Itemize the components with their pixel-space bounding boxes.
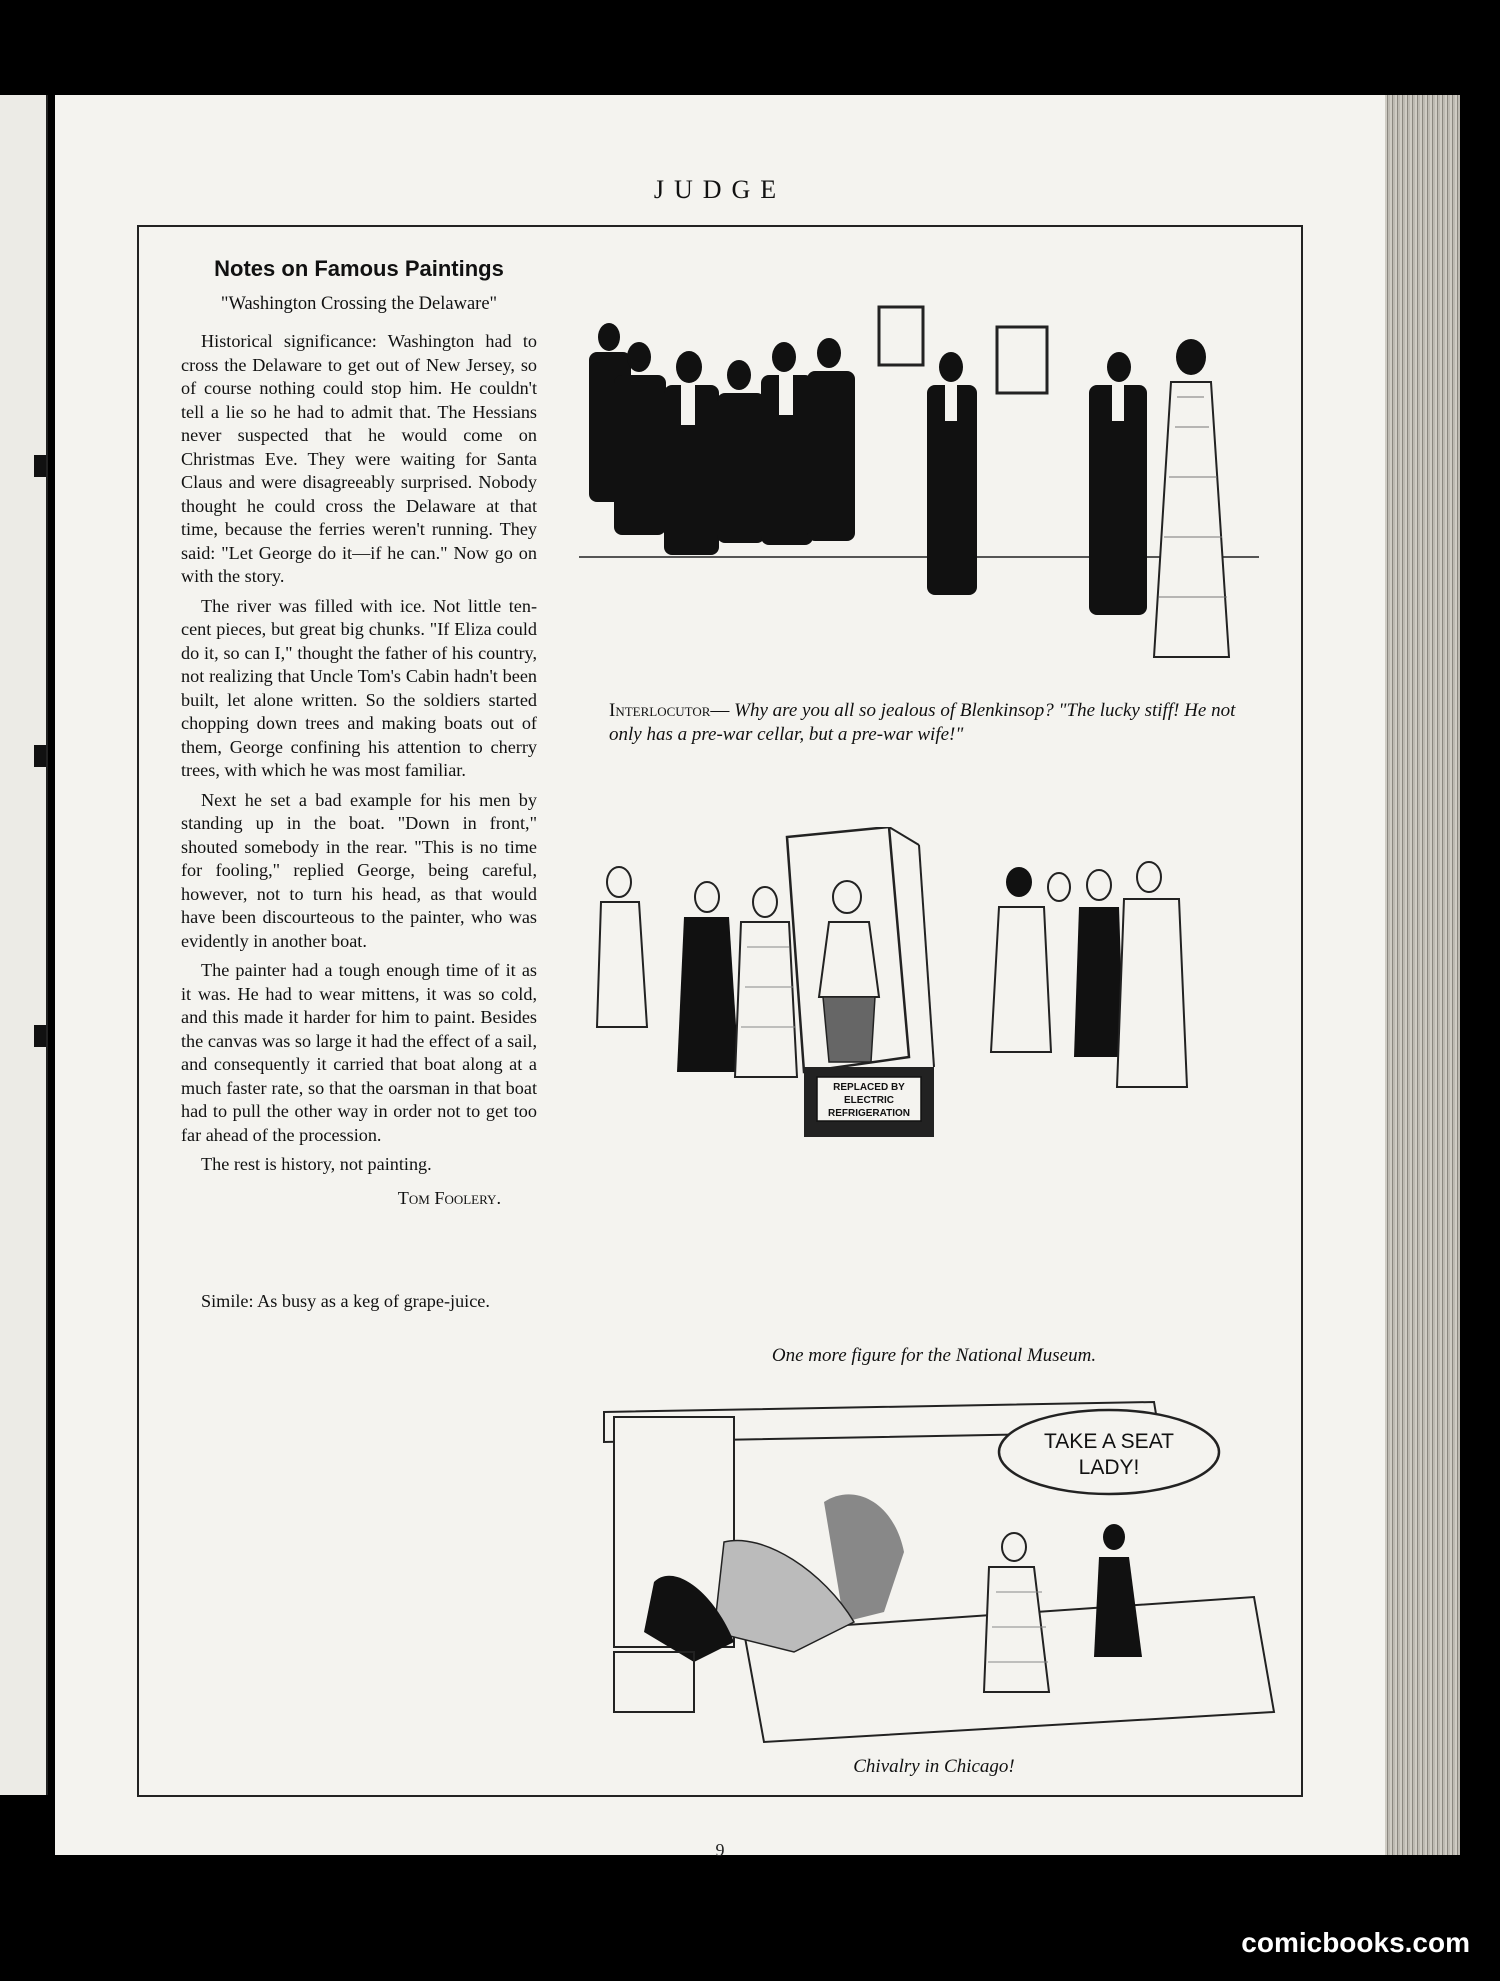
article-paragraph: The rest is history, not painting. (201, 1154, 432, 1174)
cartoon-gallery-illustration (579, 257, 1259, 687)
magazine-page (55, 95, 1385, 1860)
caption-museum: One more figure for the National Museum. (771, 1345, 1097, 1366)
article-title: Notes on Famous Paintings (214, 256, 504, 281)
article-paragraph: The river was filled with ice. Not little ten-cent pieces, but great big chunks. "If Eliza could do it, so can I," thought the father of his country, not realizing that Uncle Tom's Cabin hadn't been built, let alone written. So the soldiers started chopping down trees and making boats out of them, George confining his attention to cherry trees, with which he was most familiar. (181, 595, 537, 780)
cartoon-streetcar-illustration (594, 1392, 1284, 1747)
caption-gallery-speaker: Interlocutor— (609, 700, 730, 721)
caption-gallery (609, 699, 1259, 747)
article-byline: Tom Foolery. (397, 1187, 501, 1208)
page-stack-edge (1385, 95, 1460, 1855)
article-column (181, 257, 537, 1320)
watermark: comicbooks.com (1241, 1927, 1470, 1958)
caption-gallery-text: Why are you all so jealous of Blenkinsop? "The lucky stiff! He not only has a pre-war cellar, but a pre-war wife!" (609, 700, 1236, 745)
museum-sign-line: ELECTRIC (844, 1095, 894, 1106)
museum-sign-line: REFRIGERATION (827, 1108, 911, 1119)
left-page-edge (0, 95, 48, 1795)
article-paragraph: Historical significance: Washington had to cross the Delaware to get out of New Jersey, so of course nothing could stop him. He couldn't tell a lie so he had to admit that. The Hessians never suspected that he would come on Christmas Eve. They were waiting for Santa Claus and were disagreeably surprised. Nobody thought he could cross the Delaware at that time, because the ferries weren't running. They said: "Let George do it—if he can." Now go on with the story. (181, 331, 537, 586)
speech-bubble-line: LADY! (1078, 1456, 1140, 1479)
article-paragraph: The painter had a tough enough time of it as it was. He had to wear mittens, it was so cold, and this made it harder for him to paint. Besides the canvas was so large it had the effect of a sail, and consequently it carried that boat along at a much faster rate, so that the oarsman in that boat had to pull the other way in order not to get too far ahead of the procession. (181, 960, 537, 1145)
page-number: 9 (715, 1840, 725, 1860)
article-subtitle: "Washington Crossing the Delaware" (220, 293, 498, 314)
content-frame (137, 225, 1303, 1797)
cartoon-museum-illustration (589, 827, 1269, 1257)
article-paragraph: Next he set a bad example for his men by standing up in the boat. "Down in front," shouted somebody in the rear. "This is no time for fooling," replied George, being careful, however, not to turn his head, as that would have been discourteous to the painter, who was evidently in another boat. (181, 789, 537, 951)
speech-bubble-line: TAKE A SEAT (1044, 1430, 1174, 1453)
simile-text: Simile: As busy as a keg of grape-juice. (201, 1291, 490, 1311)
museum-sign-line: REPLACED BY (833, 1082, 905, 1093)
magazine-title: JUDGE (653, 175, 787, 204)
caption-streetcar: Chivalry in Chicago! (853, 1756, 1015, 1777)
